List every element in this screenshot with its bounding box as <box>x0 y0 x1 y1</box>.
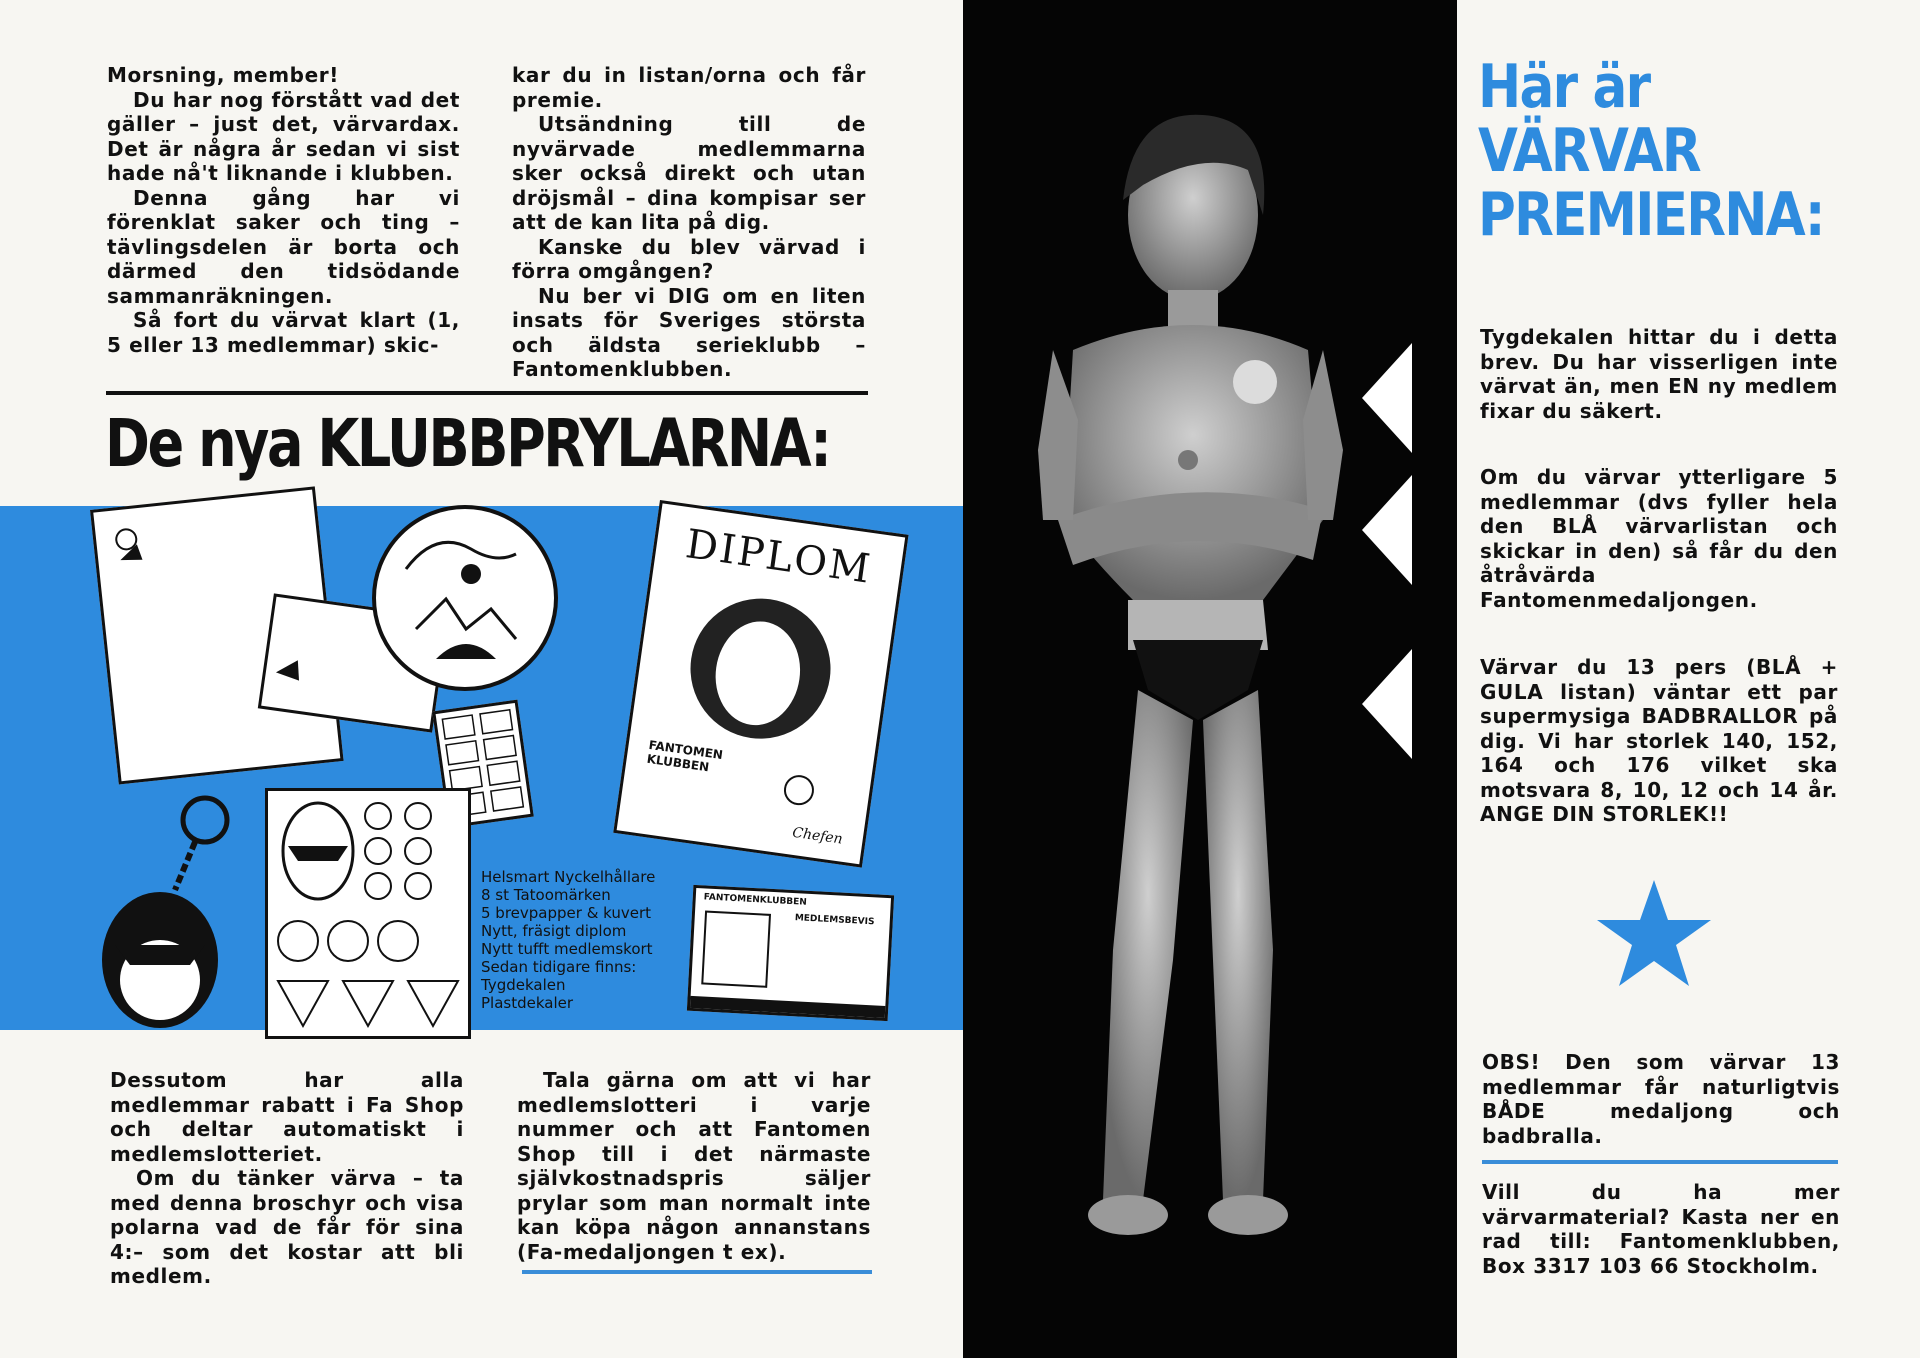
caption-line: Tygdekalen <box>481 976 566 994</box>
intro-paragraph: Utsändning till de nyvärvade medlemmarna sker också direkt och utan dröjsmål – dina kompisar ser att de kan lita på dig. <box>512 112 866 234</box>
tattoo-sheet-illustration <box>265 788 471 1039</box>
page-headline <box>105 405 829 482</box>
bottom-column-2 <box>517 1068 871 1264</box>
caption-line: Nytt, fräsigt diplom <box>481 922 627 940</box>
items-caption <box>481 868 655 1012</box>
card-title: MEDLEMSBEVIS <box>794 913 875 928</box>
intro-column-2 <box>512 63 866 382</box>
skull-seal-icon <box>782 773 816 807</box>
membership-card-illustration <box>687 885 894 1021</box>
card-header: FANTOMENKLUBBEN <box>703 892 808 908</box>
diploma-title: DIPLOM <box>682 521 875 593</box>
blue-rule-bottom <box>522 1270 872 1274</box>
caption-line: 5 brevpapper & kuvert <box>481 904 652 922</box>
premiums-title <box>1478 52 1824 250</box>
body-paragraph: Dessutom har alla medlemmar rabatt i Fa Shop och deltar automatiskt i medlemslotteriet. <box>110 1068 464 1166</box>
star-icon <box>1595 878 1713 990</box>
title-line: Här är <box>1478 52 1650 122</box>
intro-paragraph: Kanske du blev värvad i förra omgången? <box>512 234 866 283</box>
caption-line: 8 st Tatoomärken <box>481 886 611 904</box>
diploma-club: FANTOMEN KLUBBEN <box>645 737 724 775</box>
keyring-illustration <box>95 790 245 1030</box>
body-paragraph: Tala gärna om att vi har medlemslotteri i varje nummer och att Fantomen Shop till i det närmaste självkostnadspris säljer prylar som man normalt inte kan köpa någon annanstans (Fa-medaljongen t ex). <box>517 1068 871 1264</box>
body-paragraph: Om du tänker värva – ta med denna broschyr och visa polarna vad de får för sina 4:– som det kostar att bli medlem. <box>110 1166 464 1288</box>
title-line: VÄRVAR <box>1478 116 1700 186</box>
patch-illustration <box>372 505 558 691</box>
diploma-signature: Chefen <box>791 824 844 848</box>
premium-paragraph-5: Vill du ha mer värvarmaterial? Kasta ner en rad till: Fantomenklubben, Box 3317 103 66 Stockholm. <box>1482 1180 1840 1278</box>
photo-box <box>701 910 771 987</box>
phantom-mask-keyring-icon <box>95 790 245 1030</box>
premium-paragraph-1: Tygdekalen hittar du i detta brev. Du har visserligen inte värvat än, men EN ny medlem fixar du säkert. <box>1480 325 1838 423</box>
pointer-triangle-icon <box>1362 649 1412 759</box>
intro-paragraph: Nu ber vi DIG om en liten insats för Sveriges största och äldsta serieklubb – Fantomenklubben. <box>512 283 866 381</box>
caption-line: Helsmart Nyckelhållare <box>481 868 656 886</box>
intro-column-1 <box>107 63 460 357</box>
caption-line: Sedan tidigare finns: <box>481 958 637 976</box>
premium-paragraph-2: Om du värvar ytterligare 5 medlemmar (dvs fyller hela den BLÅ värvarlistan och skickar in den) så får du den åtråvärda Fantomenmedaljongen. <box>1480 465 1838 612</box>
intro-paragraph: Denna gång har vi förenklat saker och ting – tävlingsdelen är borta och därmed den tidsödande sammanräkningen. <box>107 185 460 308</box>
caption-line: Plastdekaler <box>481 994 574 1012</box>
medallion-icon <box>1178 450 1198 470</box>
pointer-triangle-icon <box>1362 343 1412 453</box>
premium-paragraph-4: OBS! Den som värvar 13 medlemmar får naturligtvis BÅDE medaljong och badbralla. <box>1482 1050 1840 1148</box>
divider-rule <box>106 391 868 395</box>
intro-paragraph: Du har nog förstått vad det gäller – just det, värvardax. Det är några år sedan vi sist hade nå't liknande i klubben. <box>107 87 460 185</box>
intro-paragraph: kar du in listan/orna och får premie. <box>512 63 866 112</box>
pointer-triangle-icon <box>1362 475 1412 585</box>
intro-paragraph: Så fort du värvat klart (1, 5 eller 13 medlemmar) skic- <box>107 308 460 357</box>
caption-line: Nytt tufft medlemskort <box>481 940 653 958</box>
bottom-column-1 <box>110 1068 464 1289</box>
headline-part-2: KLUBBPRYLARNA: <box>317 405 830 482</box>
diploma-illustration <box>613 500 908 868</box>
blue-rule-right <box>1482 1160 1838 1164</box>
tattoo-designs-icon <box>268 791 468 1036</box>
fabric-patch-icon <box>1233 360 1277 404</box>
phantom-rider-icon <box>376 509 554 687</box>
title-line: PREMIERNA: <box>1478 180 1824 250</box>
premium-paragraph-3: Värvar du 13 pers (BLÅ + GULA listan) väntar ett par supermysiga BADBRALLOR på dig. Vi har storlek 140, 152, 164 och 176 vilket ska motsvara 8, 10, 12 och 14 år. ANGE DIN STORLEK!! <box>1480 655 1838 826</box>
bear-icon <box>631 563 897 765</box>
greeting: Morsning, member! <box>107 63 339 87</box>
headline-part-1: De nya <box>105 405 302 482</box>
